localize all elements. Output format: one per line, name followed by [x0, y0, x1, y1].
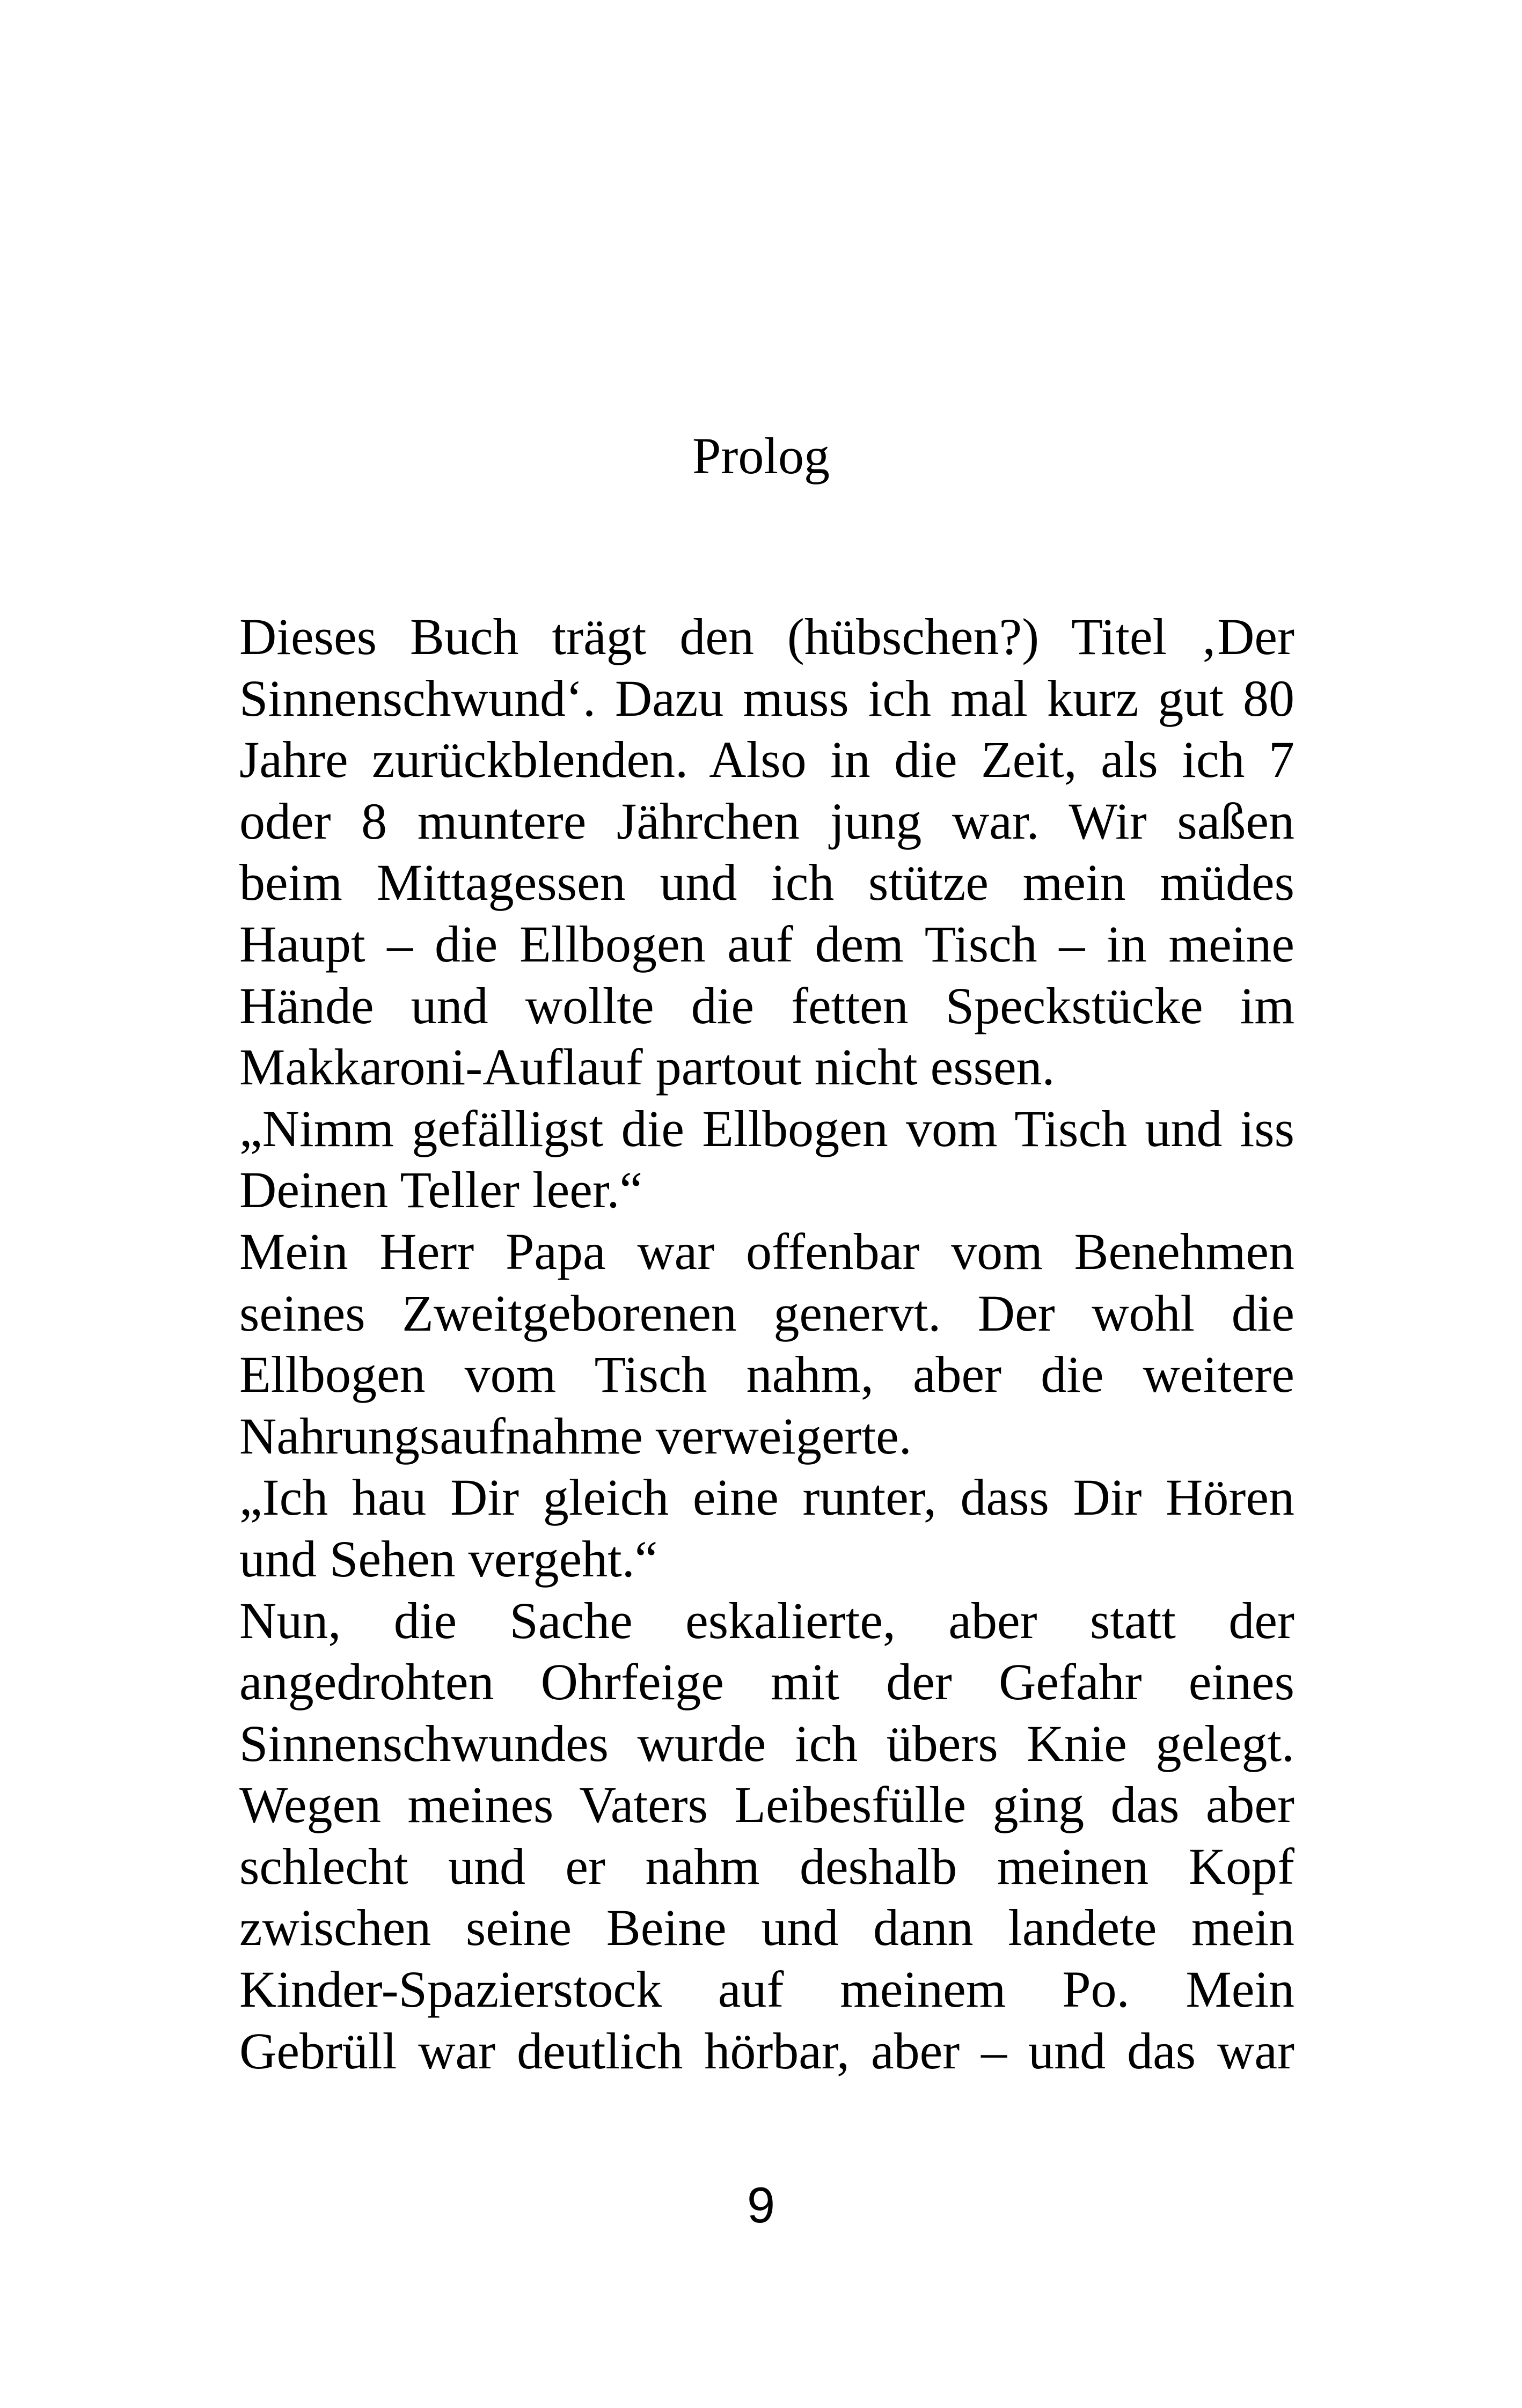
text-line: Sinnenschwundes wurde ich übers Knie gelegt.: [239, 1714, 1294, 1772]
body-text: [239, 606, 1294, 2082]
text-line: Makkaroni-Auflauf partout nicht essen.: [239, 1038, 1055, 1096]
text-line: Sinnenschwund‘. Dazu muss ich mal kurz gut 80: [239, 669, 1294, 727]
text-line: zwischen seine Beine und dann landete mein: [239, 1899, 1294, 1957]
text-line: Nun, die Sache eskalierte, aber statt der: [239, 1591, 1294, 1649]
text-line: Mein Herr Papa war offenbar vom Benehmen: [239, 1222, 1294, 1280]
page-number: 9: [747, 2177, 775, 2233]
text-line: „Ich hau Dir gleich eine runter, dass Dir Hören: [239, 1469, 1294, 1526]
text-line: beim Mittagessen und ich stütze mein müdes: [239, 854, 1294, 912]
text-line: angedrohten Ohrfeige mit der Gefahr eines: [239, 1653, 1294, 1711]
text-line: seines Zweitgeborenen genervt. Der wohl die: [239, 1284, 1294, 1342]
text-line: Dieses Buch trägt den (hübschen?) Titel ‚Der: [239, 608, 1294, 665]
text-line: Kinder-Spazierstock auf meinem Po. Mein: [239, 1961, 1294, 2018]
chapter-title: Prolog: [692, 427, 830, 484]
text-line: Ellbogen vom Tisch nahm, aber die weitere: [239, 1346, 1294, 1404]
text-line: Gebrüll war deutlich hörbar, aber – und das war: [239, 2022, 1294, 2080]
text-line: Jahre zurückblenden. Also in die Zeit, als ich 7: [239, 731, 1294, 789]
text-line: „Nimm gefälligst die Ellbogen vom Tisch und iss: [239, 1099, 1294, 1157]
text-line: Nahrungsaufnahme verweigerte.: [239, 1407, 912, 1465]
text-line: schlecht und er nahm deshalb meinen Kopf: [239, 1837, 1294, 1895]
text-line: Hände und wollte die fetten Speckstücke im: [239, 977, 1294, 1034]
text-line: und Sehen vergeht.“: [239, 1530, 658, 1588]
text-line: Deinen Teller leer.“: [239, 1161, 643, 1219]
text-line: Haupt – die Ellbogen auf dem Tisch – in meine: [239, 915, 1294, 973]
text-line: oder 8 muntere Jährchen jung war. Wir saßen: [239, 792, 1294, 850]
text-line: Wegen meines Vaters Leibesfülle ging das aber: [239, 1776, 1294, 1834]
